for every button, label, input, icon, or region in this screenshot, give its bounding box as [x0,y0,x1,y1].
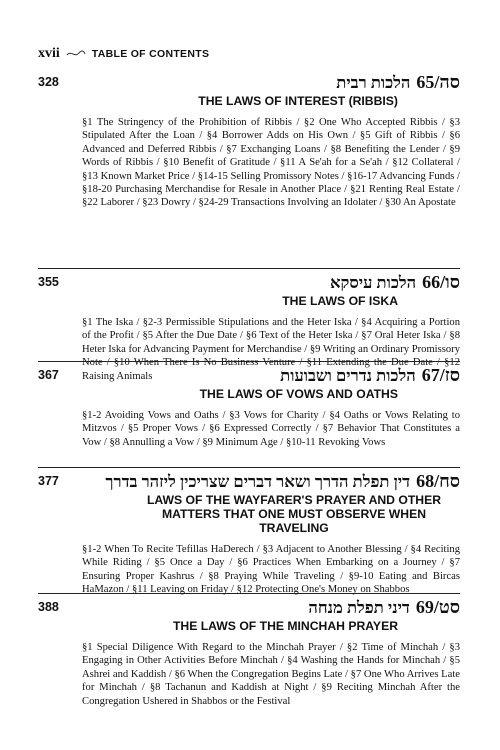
entry-summary: §1-2 Avoiding Vows and Oaths / §3 Vows for Charity / §4 Oaths or Vows Relating to Mitzvos / §5 Proper Vows / §6 Expressed Correctly / §7 Behavior That Constitutes a Vow / §8 Annulling a Vow / §9 Minimum Age / §10-11 Revoking Vows [82,410,460,448]
toc-entry-67 [38,365,460,449]
section-number: 68/סח [416,471,460,491]
folio: xvii [38,46,60,61]
hebrew-title: דיני תפלת מנחה [308,598,410,617]
section-number: 69/סט [415,597,460,617]
entry-summary: §1 The Iska / §2-3 Permissible Stipulations and the Heter Iska / §4 Acquiring a Portion of the Profit / §5 After the Due Date / §6 Text of the Heter Iska / §7 Oral Heter Iska / §8 Heter Iska for Advancing Payment for Merchandise / §9 Writing an Ordinary Promissory Note / §10 When There Is No Business Venture / §11 Extending the Due Date / §12 Raising Animals [82,317,460,382]
page-number: 367 [38,368,59,382]
page-number: 328 [38,75,59,89]
toc-entry-65 [38,72,460,210]
running-head [38,45,209,63]
page-number: 377 [38,474,59,488]
divider [38,268,460,269]
hebrew-title: הלכות רבית [336,73,411,92]
english-title: THE LAWS OF VOWS AND OATHS [199,387,398,401]
english-title: THE LAWS OF THE MINCHAH PRAYER [172,619,398,633]
english-title: THE LAWS OF ISKA [282,294,398,308]
toc-entry-69 [38,597,460,708]
ornament-icon [66,47,86,62]
section-number: 67/סז [421,365,460,385]
page-number: 355 [38,275,59,289]
page-number: 388 [38,600,59,614]
english-title: LAWS OF THE WAYFARER'S PRAYER AND OTHER MATTERS THAT ONE MUST OBSERVE WHEN TRAVELING [146,493,442,535]
section-number: 65/סה [416,72,460,92]
entry-summary: §1 The Stringency of the Prohibition of Ribbis / §2 One Who Accepted Ribbis / §3 Stipulated After the Loan / §4 Borrower Adds on His Own / §5 Gift of Ribbis / §6 Advanced and Deferred Ribbis / §7 Exchanging Loans / §8 Benefiting the Lender / §9 Words of Ribbis / §10 Benefit of Gratitude / §11 A Se'ah for a Se'ah / §12 Collateral / §13 Known Market Price / §14-15 Selling Promissory Notes / §16-17 Advancing Funds / §18-20 Purchasing Merchandise for Resale in Another Place / §21 Renting Real Estate / §22 Laborer / §23 Dowry / §24-29 Transactions Involving an Idolater / §30 An Apostate [82,117,460,209]
hebrew-title: הלכות נדרים ושבועות [280,366,416,385]
entry-summary: §1 Special Diligence With Regard to the Minchah Prayer / §2 Time of Minchah / §3 Engaging in Other Activities Before Minchah / §4 Washing the Hands for Minchah / §5 Ashrei and Kaddish / §6 When the Congregation Begins Late / §7 One Who Arrives Late for Minchah / §8 Tachanun and Kaddish at Night / §9 Reciting Minchah After the Congregation Ushered in Shabbos or the Festival [82,642,460,707]
running-head-title: TABLE OF CONTENTS [91,48,210,60]
divider [38,467,460,468]
english-title: THE LAWS OF INTEREST (RIBBIS) [198,94,398,108]
hebrew-title: הלכות עיסקא [329,273,417,292]
entry-summary: §1-2 When To Recite Tefillas HaDerech / §3 Adjacent to Another Blessing / §4 Reciting While Riding / §5 Once a Day / §6 Practices When Embarking on a Journey / §7 Ensuring Proper Kashrus / §8 Praying While Traveling / §9-10 Eating and Bircas HaMazon / §11 Leaving on Friday / §12 Protecting One's Money on Shabbos [82,544,460,596]
divider [38,593,460,594]
section-number: 66/סו [422,272,460,292]
toc-entry-68 [38,471,460,597]
hebrew-title: דין תפלת הדרך ושאר דברים שצריכין ליזהר בדרך [105,472,411,491]
divider [38,361,460,362]
